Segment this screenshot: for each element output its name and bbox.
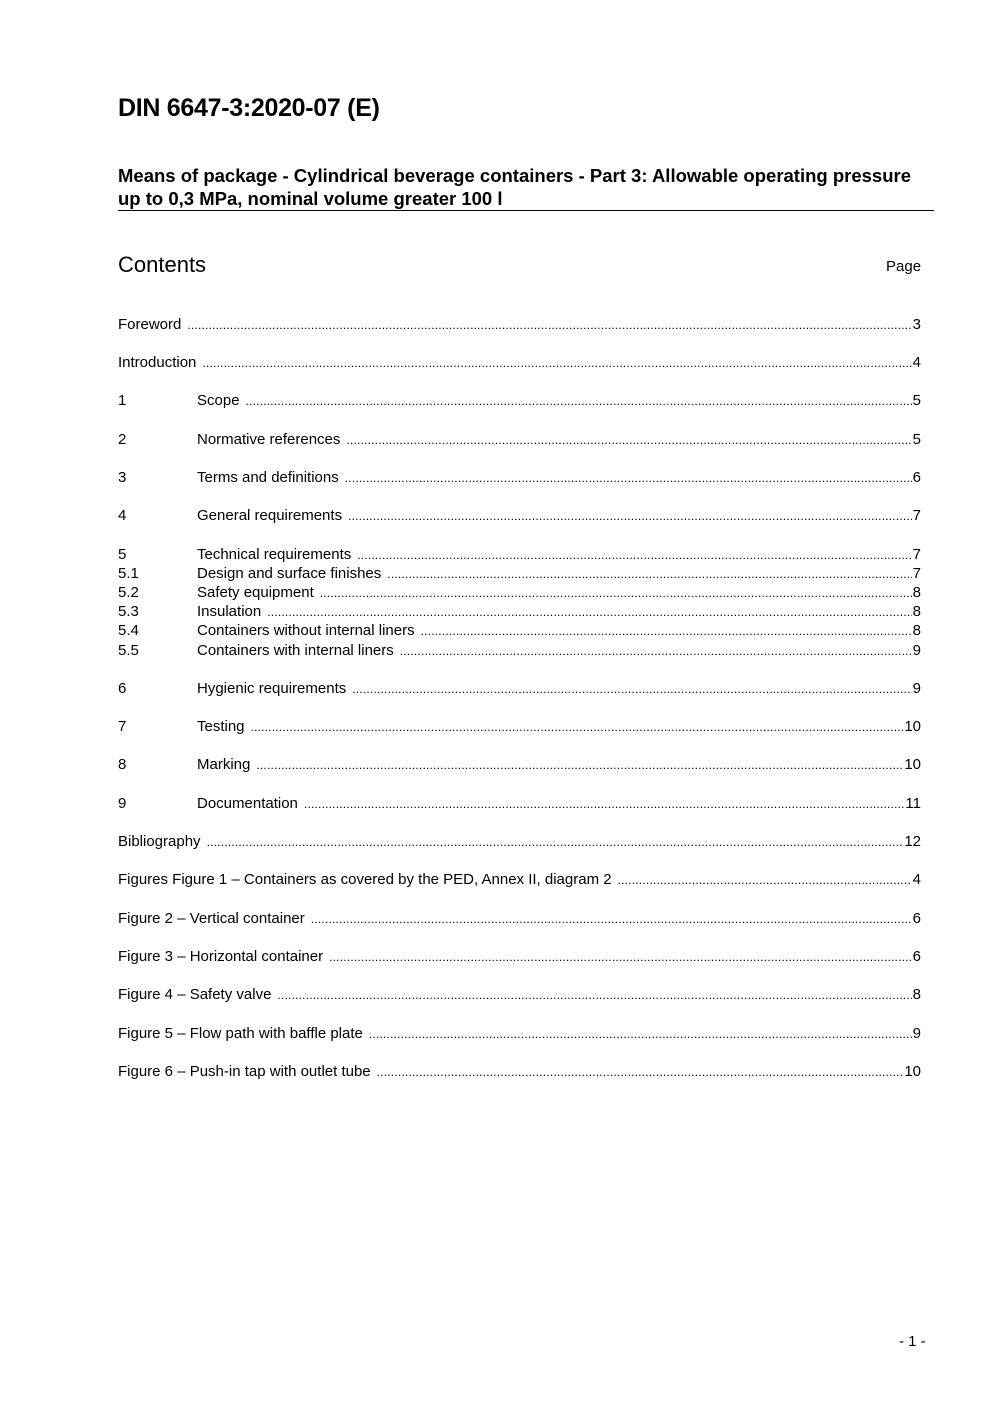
toc-leader-dots — [207, 835, 904, 849]
toc-entry-title: Testing — [197, 718, 245, 735]
toc-leader-dots — [421, 624, 912, 638]
toc-leader-dots — [277, 988, 911, 1002]
toc-entry-title: Figure 4 – Safety valve — [118, 986, 272, 1003]
toc-entry[interactable] — [118, 354, 921, 373]
toc-entry[interactable] — [118, 1025, 921, 1044]
toc-entry-title: Technical requirements — [197, 546, 352, 563]
toc-entry-title: Introduction — [118, 354, 197, 371]
toc-entry-title: Documentation — [197, 795, 298, 812]
toc-entry-title: Insulation — [197, 603, 262, 620]
toc-leader-dots — [346, 433, 911, 447]
toc-entry-number: 5 — [118, 546, 127, 563]
document-subtitle: Means of package - Cylindrical beverage containers - Part 3: Allowable operating pressure up to 0,3 MPa, nominal volume greater 100 l — [118, 165, 912, 209]
toc-entry[interactable] — [118, 871, 921, 890]
toc-entry-title: Foreword — [118, 316, 182, 333]
toc-entry-number: 1 — [118, 392, 127, 409]
toc-entry-number: 5.1 — [118, 565, 139, 582]
toc-entry-title: Figures Figure 1 – Containers as covered by the PED, Annex II, diagram 2 — [118, 871, 612, 888]
toc-entry[interactable] — [118, 603, 921, 622]
contents-heading: Contents — [118, 252, 207, 277]
toc-entry-number: 2 — [118, 431, 127, 448]
toc-leader-dots — [320, 586, 912, 600]
toc-entry[interactable] — [118, 1063, 921, 1082]
toc-leader-dots — [618, 873, 912, 887]
toc-entry[interactable] — [118, 642, 921, 661]
toc-entry[interactable] — [118, 392, 921, 411]
toc-entry-page: 7 — [912, 507, 921, 524]
toc-leader-dots — [304, 797, 905, 811]
toc-entry-page: 10 — [904, 1063, 921, 1080]
toc-entry-title: Design and surface finishes — [197, 565, 382, 582]
toc-entry-title: Bibliography — [118, 833, 201, 850]
toc-entry-title: Terms and definitions — [197, 469, 339, 486]
toc-entry[interactable] — [118, 833, 921, 852]
toc-leader-dots — [202, 356, 911, 370]
toc-entry-title: Figure 6 – Push-in tap with outlet tube — [118, 1063, 371, 1080]
toc-entry-title: Hygienic requirements — [197, 680, 347, 697]
toc-leader-dots — [352, 682, 911, 696]
toc-entry-page: 6 — [912, 910, 921, 927]
toc-entry[interactable] — [118, 584, 921, 603]
toc-entry-page: 9 — [912, 642, 921, 659]
toc-entry-title: Normative references — [197, 431, 341, 448]
toc-entry[interactable] — [118, 680, 921, 699]
toc-entry-title: Figure 2 – Vertical container — [118, 910, 305, 927]
toc-entry-page: 5 — [912, 431, 921, 448]
toc-entry-number: 5.5 — [118, 642, 139, 659]
toc-entry-number: 9 — [118, 795, 127, 812]
toc-entry-page: 9 — [912, 680, 921, 697]
toc-entry-title: Figure 5 – Flow path with baffle plate — [118, 1025, 363, 1042]
toc-leader-dots — [400, 644, 912, 658]
toc-entry[interactable] — [118, 756, 921, 775]
page-column-label: Page — [886, 258, 922, 275]
toc-entry-number: 7 — [118, 718, 127, 735]
toc-entry-page: 4 — [912, 871, 921, 888]
toc-leader-dots — [256, 758, 903, 772]
toc-entry[interactable] — [118, 910, 921, 929]
toc-leader-dots — [251, 720, 904, 734]
toc-entry-page: 11 — [905, 795, 921, 812]
toc-entry-page: 8 — [912, 603, 921, 620]
toc-entry[interactable] — [118, 316, 921, 335]
toc-entry-page: 5 — [912, 392, 921, 409]
toc-entry[interactable] — [118, 795, 921, 814]
toc-entry-number: 5.2 — [118, 584, 139, 601]
toc-leader-dots — [377, 1065, 904, 1079]
toc-entry-page: 6 — [912, 948, 921, 965]
toc-entry-page: 10 — [904, 718, 921, 735]
toc-entry-page: 10 — [904, 756, 921, 773]
toc-leader-dots — [357, 548, 911, 562]
toc-entry-page: 7 — [912, 546, 921, 563]
toc-entry-number: 5.4 — [118, 622, 139, 639]
toc-entry-number: 5.3 — [118, 603, 139, 620]
toc-entry-title: Safety equipment — [197, 584, 314, 601]
toc-entry-page: 6 — [912, 469, 921, 486]
toc-entry-page: 8 — [912, 986, 921, 1003]
toc-leader-dots — [311, 912, 912, 926]
toc-entry[interactable] — [118, 948, 921, 967]
toc-entry-page: 8 — [912, 584, 921, 601]
toc-entry-title: Marking — [197, 756, 251, 773]
toc-entry-title: Containers with internal liners — [197, 642, 394, 659]
toc-entry-number: 4 — [118, 507, 127, 524]
toc-leader-dots — [345, 471, 912, 485]
toc-entry-title: Containers without internal liners — [197, 622, 415, 639]
toc-leader-dots — [348, 509, 912, 523]
toc-entry-title: General requirements — [197, 507, 343, 524]
toc-entry-page: 3 — [912, 316, 921, 333]
toc-entry[interactable] — [118, 986, 921, 1005]
toc-entry[interactable] — [118, 431, 921, 450]
toc-entry-page: 9 — [912, 1025, 921, 1042]
toc-entry[interactable] — [118, 622, 921, 641]
toc-entry[interactable] — [118, 565, 921, 584]
toc-entry-number: 6 — [118, 680, 127, 697]
toc-leader-dots — [329, 950, 912, 964]
toc-leader-dots — [267, 605, 911, 619]
toc-entry-page: 12 — [904, 833, 921, 850]
toc-leader-dots — [369, 1027, 912, 1041]
toc-entry-page: 4 — [912, 354, 921, 371]
toc-entry-page: 8 — [912, 622, 921, 639]
toc-leader-dots — [246, 394, 912, 408]
toc-leader-dots — [187, 318, 911, 332]
toc-entry-page: 7 — [912, 565, 921, 582]
toc-entry-number: 3 — [118, 469, 127, 486]
toc-entry[interactable] — [118, 546, 921, 565]
toc-entry[interactable] — [118, 718, 921, 737]
toc-leader-dots — [387, 567, 911, 581]
page-number: - 1 - — [899, 1333, 926, 1350]
toc-entry[interactable] — [118, 469, 921, 488]
title-divider — [118, 210, 934, 211]
toc-entry-title: Figure 3 – Horizontal container — [118, 948, 324, 965]
toc-entry[interactable] — [118, 507, 921, 526]
document-title: DIN 6647-3:2020-07 (E) — [118, 94, 380, 122]
toc-entry-number: 8 — [118, 756, 127, 773]
toc-entry-title: Scope — [197, 392, 240, 409]
